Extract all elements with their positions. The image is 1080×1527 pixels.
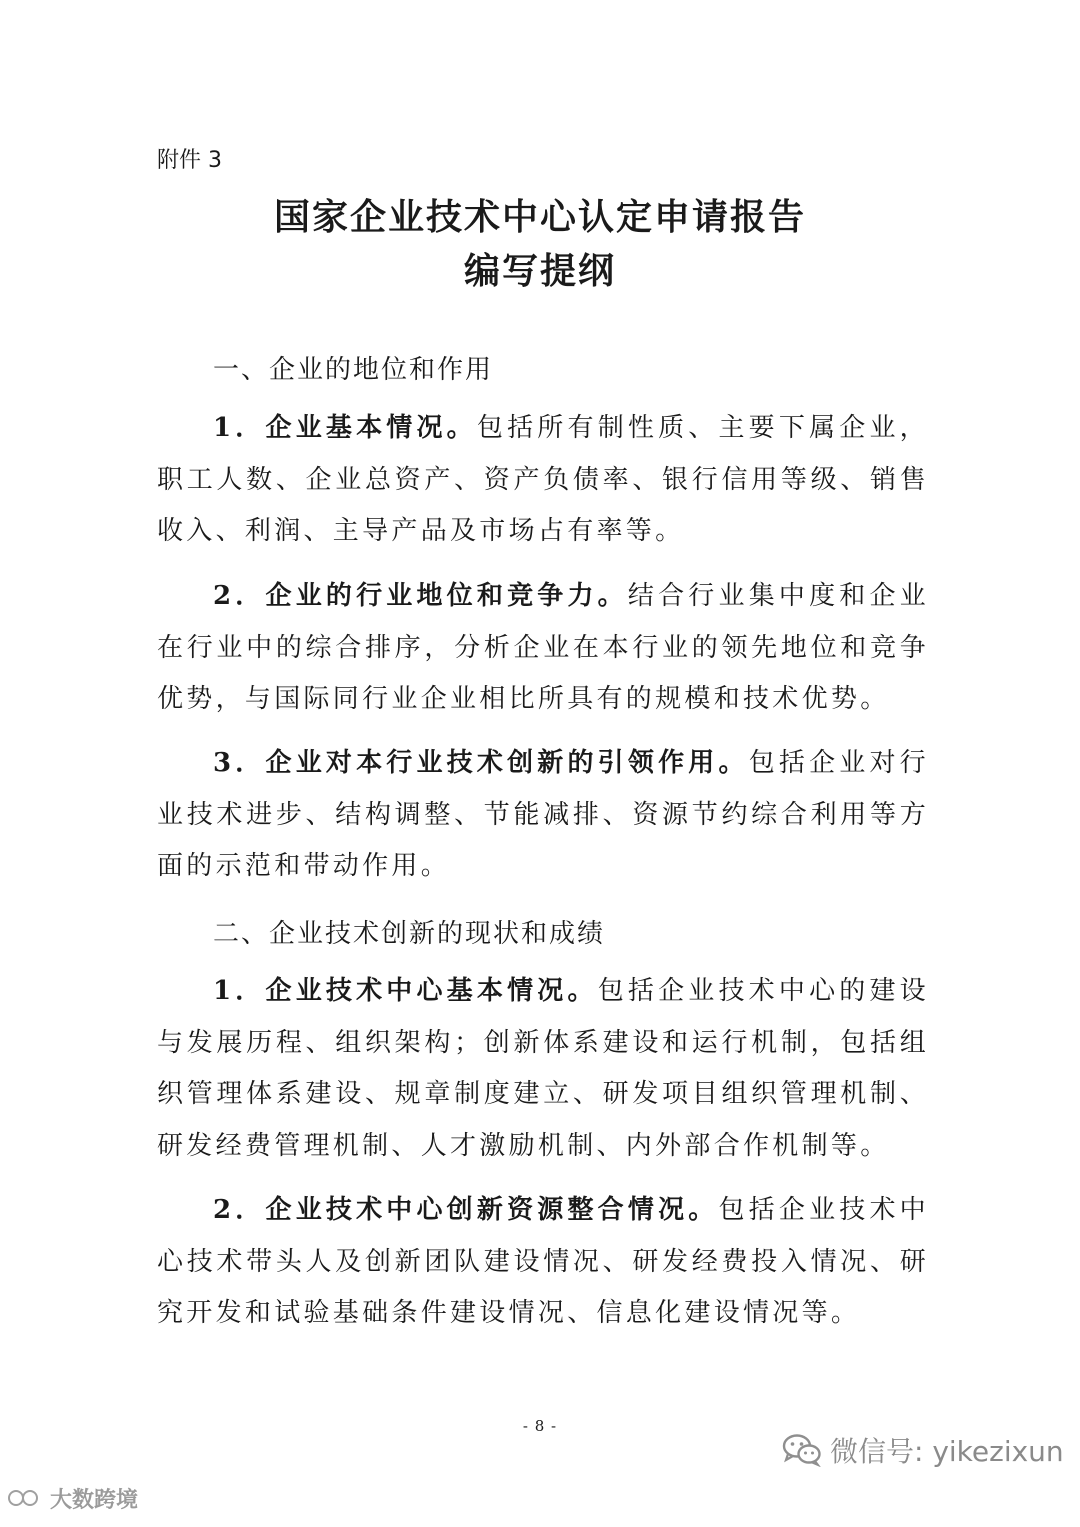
- document-title-line2: 编写提纲: [463, 251, 616, 292]
- wechat-icon: [782, 1433, 822, 1467]
- paragraph-2-2: [157, 1185, 929, 1340]
- paragraph-lead: 1．企业技术中心基本情况。: [213, 976, 598, 1006]
- page-number: - 8 -: [522, 1417, 558, 1435]
- attachment-label: 附件 3: [157, 148, 222, 173]
- paragraph-2-1: [157, 966, 929, 1172]
- document-title-line1: 国家企业技术中心认定申请报告: [273, 197, 806, 238]
- paragraph-body: 结合行业集中度和企业在行业中的综合排序，分析企业在本行业的领先地位和竞争优势，与国际同行业企业相比所具有的规模和技术优势。: [157, 581, 929, 714]
- paragraph-1-2: [157, 571, 929, 726]
- paragraph-lead: 3．企业对本行业技术创新的引领作用。: [213, 748, 749, 778]
- double-circle-logo-icon: [8, 1488, 44, 1510]
- paragraph-lead: 1．企业基本情况。: [213, 413, 477, 443]
- paragraph-1-3: [157, 738, 929, 893]
- paragraph-body: 包括企业技术中心的建设与发展历程、组织架构；创新体系建设和运行机制，包括组织管理体系建设、规章制度建立、研发项目组织管理机制、研发经费管理机制、人才激励机制、内外部合作机制等。: [157, 976, 929, 1161]
- paragraph-body: 包括企业对行业技术进步、结构调整、节能减排、资源节约综合利用等方面的示范和带动作用。: [157, 748, 929, 881]
- section-heading-2: 二、企业技术创新的现状和成绩: [213, 919, 606, 949]
- wechat-id-text: 微信号: yikezixun: [830, 1435, 1064, 1468]
- section-heading-1: 一、企业的地位和作用: [213, 355, 494, 385]
- paragraph-1-1: [157, 403, 929, 558]
- paragraph-lead: 2．企业的行业地位和竞争力。: [213, 581, 628, 611]
- brand-watermark-text: 大数跨境: [50, 1488, 139, 1513]
- wechat-watermark: [782, 1430, 1064, 1470]
- paragraph-lead: 2．企业技术中心创新资源整合情况。: [213, 1195, 719, 1225]
- brand-watermark: [8, 1483, 138, 1514]
- paragraph-body: 包括企业技术中心技术带头人及创新团队建设情况、研发经费投入情况、研究开发和试验基础条件建设情况、信息化建设情况等。: [157, 1195, 929, 1328]
- paragraph-body: 包括所有制性质、主要下属企业，职工人数、企业总资产、资产负债率、银行信用等级、销售收入、利润、主导产品及市场占有率等。: [157, 413, 929, 546]
